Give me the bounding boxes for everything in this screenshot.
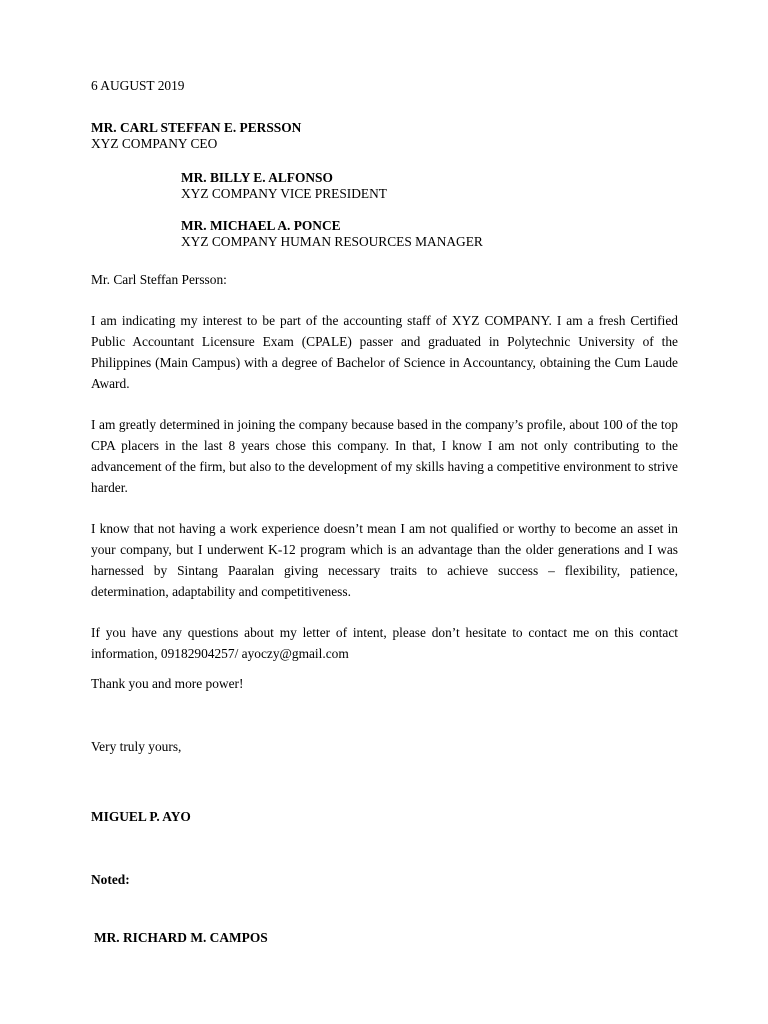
- paragraph-2: I am greatly determined in joining the company because based in the company’s profile, about 100 of the top CPA placers in the last 8 years chose this company. In that, I know I am not only contributing to the advancement of the firm, but also to the development of my skills having a competitive environment to strive harder.: [91, 417, 678, 495]
- recipient-2-name: MR. BILLY E. ALFONSO: [181, 170, 333, 185]
- recipient-3-name: MR. MICHAEL A. PONCE: [181, 218, 341, 233]
- paragraph-3: I know that not having a work experience doesn’t mean I am not qualified or worthy to become an asset in your company, but I underwent K-12 program which is an advantage than the older generations and I was harnessed by Sintang Paaralan giving necessary traits to achieve success – flexibility, patience, determination, adaptability and competitiveness.: [91, 521, 678, 599]
- noted-by-name: MR. RICHARD M. CAMPOS: [94, 930, 268, 945]
- sender-name: MIGUEL P. AYO: [91, 809, 191, 824]
- paragraph-1: I am indicating my interest to be part of the accounting staff of XYZ COMPANY. I am a fresh Certified Public Accountant Licensure Exam (CPALE) passer and graduated in Polytechnic University of the Philippines (Main Campus) with a degree of Bachelor of Science in Accountancy, obtaining the Cum Laude Award.: [91, 313, 678, 391]
- closing-line: Very truly yours,: [91, 739, 182, 754]
- recipient-1-name: MR. CARL STEFFAN E. PERSSON: [91, 120, 302, 135]
- noted-label: Noted:: [91, 872, 130, 887]
- salutation: Mr. Carl Steffan Persson:: [91, 272, 227, 287]
- letter-date: 6 AUGUST 2019: [91, 78, 185, 93]
- recipient-2-title: XYZ COMPANY VICE PRESIDENT: [181, 186, 387, 201]
- recipient-1-title: XYZ COMPANY CEO: [91, 136, 218, 151]
- thanks-line: Thank you and more power!: [91, 676, 244, 691]
- paragraph-4: If you have any questions about my letter of intent, please don’t hesitate to contact me on this contact information, 09182904257/ ayoczy@gmail.com: [91, 625, 678, 661]
- recipient-3-title: XYZ COMPANY HUMAN RESOURCES MANAGER: [181, 234, 483, 249]
